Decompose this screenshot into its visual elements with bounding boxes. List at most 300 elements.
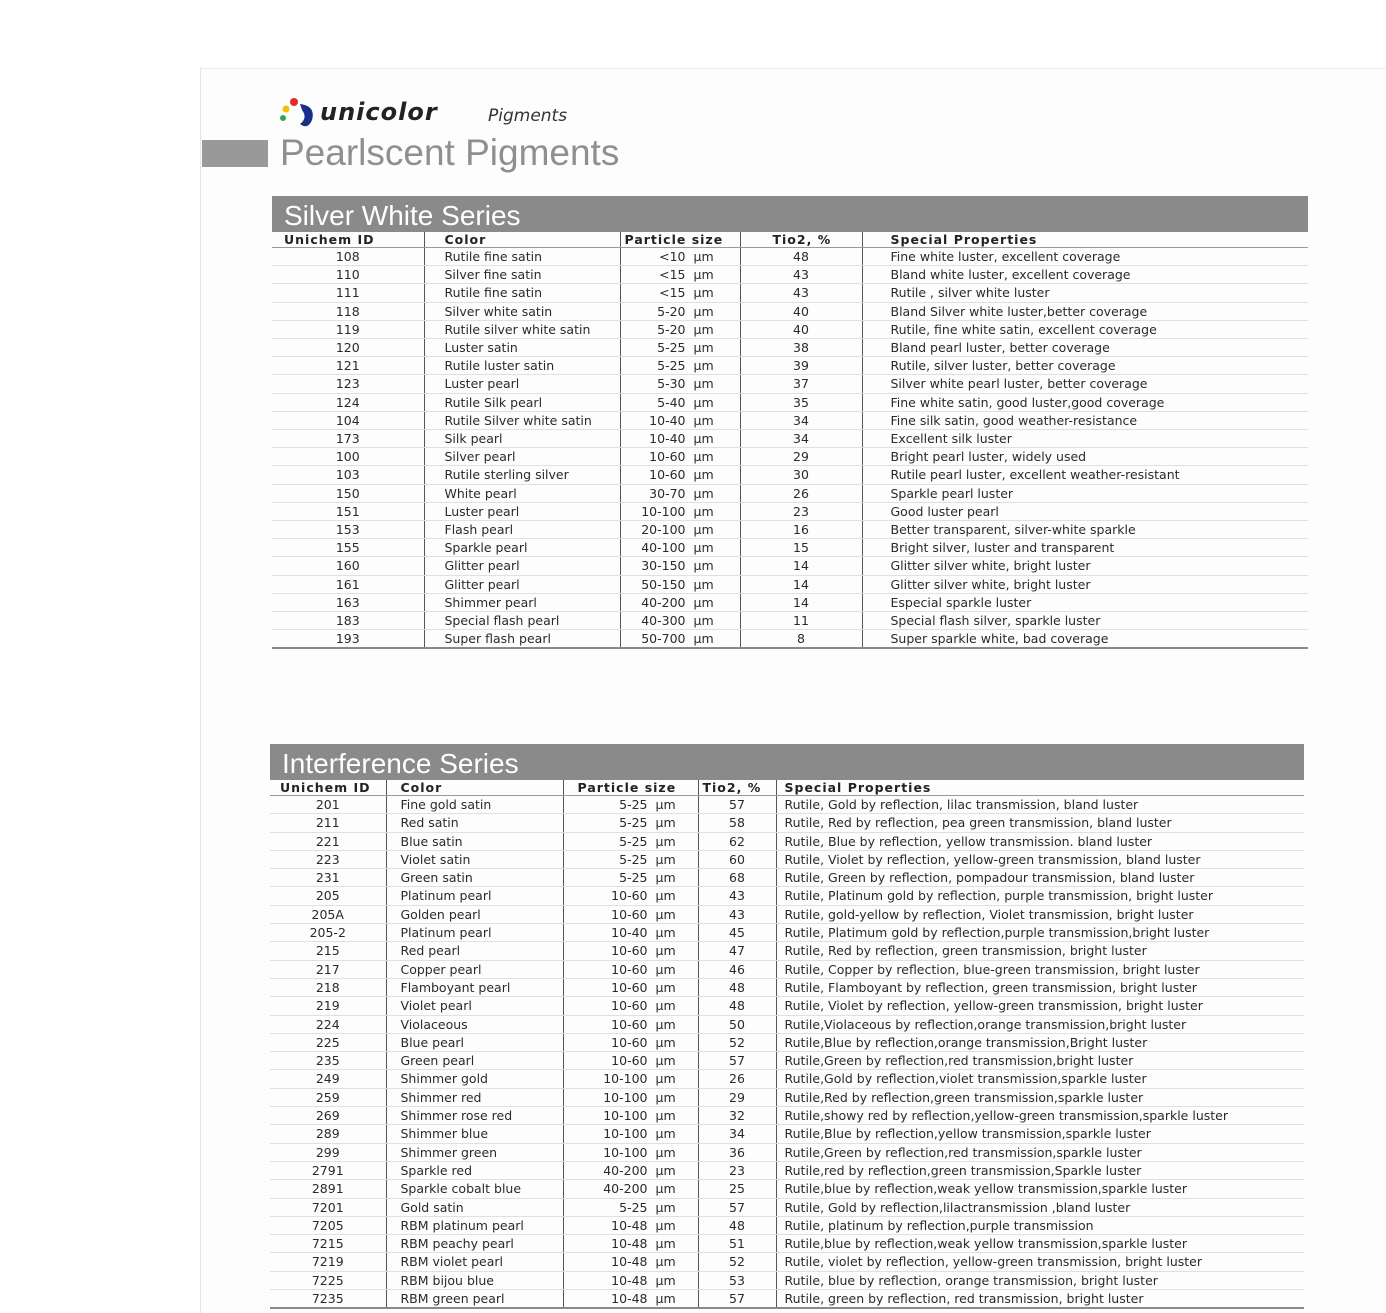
cell-particle-size: [563, 1235, 698, 1253]
cell-particle-size: [563, 1052, 698, 1070]
cell-color: Fine gold satin: [386, 796, 563, 814]
cell-tio2: 34: [740, 430, 862, 448]
cell-tio2: 53: [698, 1271, 776, 1289]
particle-size-unit: μm: [693, 431, 714, 447]
cell-id: 201: [270, 796, 386, 814]
cell-particle-size: [620, 593, 740, 611]
cell-id: 269: [270, 1107, 386, 1125]
particle-size-value: 10-100: [603, 1108, 648, 1124]
unicolor-logo: [278, 96, 638, 132]
col-header-color: Color: [424, 232, 620, 248]
particle-size-value: 5-25: [619, 833, 648, 849]
cell-id: 103: [272, 466, 424, 484]
particle-size-unit: μm: [655, 851, 676, 867]
cell-id: 299: [270, 1143, 386, 1161]
cell-particle-size: [620, 393, 740, 411]
cell-properties: Rutile, silver luster, better coverage: [862, 357, 1308, 375]
cell-properties: Rutile,red by reflection,green transmission,Sparkle luster: [776, 1161, 1304, 1179]
cell-properties: Rutile, Gold by reflection, lilac transmission, bland luster: [776, 796, 1304, 814]
cell-id: 153: [272, 521, 424, 539]
particle-size-value: 5-20: [657, 303, 686, 319]
cell-particle-size: [620, 430, 740, 448]
cell-color: Rutile Silk pearl: [424, 393, 620, 411]
cell-properties: Bright silver, luster and transparent: [862, 539, 1308, 557]
col-header-size: Particle size: [620, 232, 740, 248]
cell-tio2: 48: [698, 997, 776, 1015]
cell-tio2: 29: [740, 448, 862, 466]
cell-id: 205-2: [270, 924, 386, 942]
cell-tio2: 40: [740, 320, 862, 338]
particle-size-unit: μm: [655, 1254, 676, 1270]
cell-properties: Glitter silver white, bright luster: [862, 557, 1308, 575]
cell-id: 111: [272, 284, 424, 302]
particle-size-value: 5-25: [619, 797, 648, 812]
table-row: [272, 302, 1308, 320]
cell-particle-size: [563, 1088, 698, 1106]
cell-properties: Sparkle pearl luster: [862, 484, 1308, 502]
cell-id: 218: [270, 978, 386, 996]
cell-color: Blue satin: [386, 832, 563, 850]
cell-id: 7215: [270, 1235, 386, 1253]
particle-size-value: <10: [659, 249, 686, 264]
cell-tio2: 30: [740, 466, 862, 484]
table-row: [270, 1088, 1304, 1106]
cell-properties: Special flash silver, sparkle luster: [862, 612, 1308, 630]
table-row: [270, 887, 1304, 905]
cell-properties: Bland pearl luster, better coverage: [862, 339, 1308, 357]
table-row: [270, 850, 1304, 868]
cell-id: 121: [272, 357, 424, 375]
particle-size-unit: μm: [655, 1236, 676, 1252]
cell-id: 183: [272, 612, 424, 630]
cell-color: Super flash pearl: [424, 630, 620, 648]
cell-id: 100: [272, 448, 424, 466]
cell-tio2: 38: [740, 339, 862, 357]
cell-properties: Rutile,Green by reflection,red transmission,sparkle luster: [776, 1143, 1304, 1161]
table-row: [272, 320, 1308, 338]
cell-properties: Rutile, Platimum gold by reflection,purple transmission,bright luster: [776, 924, 1304, 942]
cell-properties: Rutile,Violaceous by reflection,orange transmission,bright luster: [776, 1015, 1304, 1033]
particle-size-unit: μm: [655, 906, 676, 922]
cell-tio2: 43: [740, 266, 862, 284]
cell-tio2: 50: [698, 1015, 776, 1033]
table-row: [270, 1253, 1304, 1271]
table-row: [270, 905, 1304, 923]
cell-id: 108: [272, 248, 424, 266]
particle-size-value: 10-60: [611, 1053, 648, 1069]
particle-size-value: <15: [659, 267, 686, 283]
table-bottom-rule: [272, 647, 1308, 649]
particle-size-unit: μm: [693, 267, 714, 283]
cell-particle-size: [620, 557, 740, 575]
cell-id: 205: [270, 887, 386, 905]
cell-particle-size: [620, 375, 740, 393]
particle-size-unit: μm: [655, 998, 676, 1014]
cell-properties: Rutile, platinum by reflection,purple transmission: [776, 1216, 1304, 1234]
cell-id: 249: [270, 1070, 386, 1088]
particle-size-unit: μm: [655, 1016, 676, 1032]
cell-particle-size: [620, 266, 740, 284]
cell-properties: Rutile, Blue by reflection, yellow transmission. bland luster: [776, 832, 1304, 850]
col-header-tio2: Tio2, %: [740, 232, 862, 248]
cell-properties: Rutile, Violet by reflection, yellow-green transmission, bland luster: [776, 850, 1304, 868]
cell-tio2: 34: [698, 1125, 776, 1143]
cell-color: Rutile fine satin: [424, 284, 620, 302]
cell-tio2: 52: [698, 1253, 776, 1271]
brand-name: unicolor: [320, 98, 438, 126]
cell-particle-size: [620, 484, 740, 502]
cell-tio2: 57: [698, 796, 776, 814]
cell-color: Blue pearl: [386, 1033, 563, 1051]
cell-color: Shimmer pearl: [424, 593, 620, 611]
particle-size-value: 30-70: [649, 485, 686, 501]
cell-id: 211: [270, 814, 386, 832]
cell-id: 161: [272, 575, 424, 593]
particle-size-value: 20-100: [641, 522, 686, 538]
cell-color: Sparkle pearl: [424, 539, 620, 557]
cell-particle-size: [620, 466, 740, 484]
particle-size-value: 10-60: [611, 1016, 648, 1032]
cell-color: Silk pearl: [424, 430, 620, 448]
table-row: [270, 1015, 1304, 1033]
cell-color: Violaceous: [386, 1015, 563, 1033]
cell-tio2: 52: [698, 1033, 776, 1051]
cell-tio2: 36: [698, 1143, 776, 1161]
cell-color: Rutile silver white satin: [424, 320, 620, 338]
cell-particle-size: [620, 612, 740, 630]
particle-size-unit: μm: [693, 358, 714, 374]
cell-tio2: 32: [698, 1107, 776, 1125]
particle-size-unit: μm: [655, 1089, 676, 1105]
table-row: [270, 1052, 1304, 1070]
table-header-row: [272, 232, 1308, 248]
cell-color: RBM green pearl: [386, 1290, 563, 1308]
table-row: [270, 960, 1304, 978]
cell-id: 289: [270, 1125, 386, 1143]
particle-size-unit: μm: [693, 321, 714, 337]
particle-size-unit: μm: [655, 1108, 676, 1124]
cell-properties: Rutile, Red by reflection, pea green transmission, bland luster: [776, 814, 1304, 832]
title-accent-bar: [202, 140, 268, 167]
table-row: [272, 266, 1308, 284]
table-row: [270, 1125, 1304, 1143]
cell-color: Flamboyant pearl: [386, 978, 563, 996]
particle-size-value: 40-200: [641, 594, 686, 610]
cell-tio2: 39: [740, 357, 862, 375]
logo-swirl-icon: [278, 96, 318, 132]
particle-size-unit: μm: [693, 376, 714, 392]
table-row: [270, 1107, 1304, 1125]
cell-particle-size: [620, 539, 740, 557]
cell-properties: Fine white satin, good luster,good coverage: [862, 393, 1308, 411]
col-header-color: Color: [386, 780, 563, 796]
particle-size-unit: μm: [655, 1272, 676, 1288]
cell-particle-size: [563, 1290, 698, 1308]
cell-tio2: 8: [740, 630, 862, 648]
cell-tio2: 35: [740, 393, 862, 411]
table-row: [272, 502, 1308, 520]
cell-particle-size: [620, 284, 740, 302]
cell-color: Violet pearl: [386, 997, 563, 1015]
particle-size-value: 40-200: [603, 1162, 648, 1178]
cell-properties: Rutile , silver white luster: [862, 284, 1308, 302]
particle-size-value: 5-25: [619, 851, 648, 867]
cell-particle-size: [620, 320, 740, 338]
cell-particle-size: [563, 1271, 698, 1289]
cell-properties: Bland white luster, excellent coverage: [862, 266, 1308, 284]
particle-size-value: 40-300: [641, 613, 686, 629]
cell-color: RBM violet pearl: [386, 1253, 563, 1271]
cell-tio2: 46: [698, 960, 776, 978]
table-row: [272, 521, 1308, 539]
cell-color: Shimmer rose red: [386, 1107, 563, 1125]
cell-particle-size: [563, 1198, 698, 1216]
cell-id: 215: [270, 942, 386, 960]
cell-id: 7201: [270, 1198, 386, 1216]
particle-size-unit: μm: [693, 503, 714, 519]
cell-properties: Rutile, Gold by reflection,lilactransmission ,bland luster: [776, 1198, 1304, 1216]
cell-tio2: 43: [740, 284, 862, 302]
table-row: [270, 997, 1304, 1015]
cell-tio2: 68: [698, 869, 776, 887]
cell-properties: Rutile,Blue by reflection,orange transmission,Bright luster: [776, 1033, 1304, 1051]
table-row: [272, 484, 1308, 502]
particle-size-value: 5-25: [619, 1199, 648, 1215]
silver-white-section: [272, 196, 1308, 649]
particle-size-value: 10-100: [603, 1071, 648, 1087]
cell-tio2: 57: [698, 1052, 776, 1070]
cell-particle-size: [563, 1161, 698, 1179]
cell-particle-size: [563, 942, 698, 960]
col-header-props: Special Properties: [862, 232, 1308, 248]
col-header-id: Unichem ID: [270, 780, 386, 796]
cell-color: Luster satin: [424, 339, 620, 357]
cell-color: RBM bijou blue: [386, 1271, 563, 1289]
particle-size-value: 10-48: [611, 1254, 648, 1270]
particle-size-unit: μm: [693, 394, 714, 410]
particle-size-value: 10-60: [611, 979, 648, 995]
col-header-tio2: Tio2, %: [698, 780, 776, 796]
table-row: [270, 942, 1304, 960]
particle-size-value: 50-150: [641, 576, 686, 592]
cell-color: Sparkle cobalt blue: [386, 1180, 563, 1198]
interference-section: [270, 744, 1304, 1309]
cell-color: Red satin: [386, 814, 563, 832]
cell-particle-size: [563, 905, 698, 923]
page-title: Pearlscent Pigments: [280, 132, 620, 173]
table-bottom-rule: [270, 1307, 1304, 1309]
cell-color: Silver white satin: [424, 302, 620, 320]
cell-id: 151: [272, 502, 424, 520]
cell-particle-size: [620, 630, 740, 648]
particle-size-value: 10-100: [603, 1144, 648, 1160]
particle-size-unit: μm: [655, 1217, 676, 1233]
cell-properties: Rutile, Flamboyant by reflection, green transmission, bright luster: [776, 978, 1304, 996]
cell-particle-size: [620, 248, 740, 266]
cell-tio2: 37: [740, 375, 862, 393]
cell-properties: Rutile, Green by reflection, pompadour transmission, bland luster: [776, 869, 1304, 887]
cell-color: Golden pearl: [386, 905, 563, 923]
cell-id: 2891: [270, 1180, 386, 1198]
cell-color: RBM peachy pearl: [386, 1235, 563, 1253]
cell-particle-size: [620, 357, 740, 375]
cell-tio2: 48: [698, 978, 776, 996]
particle-size-unit: μm: [655, 1291, 676, 1307]
cell-tio2: 26: [698, 1070, 776, 1088]
cell-id: 225: [270, 1033, 386, 1051]
cell-particle-size: [620, 302, 740, 320]
cell-particle-size: [620, 411, 740, 429]
cell-properties: Rutile pearl luster, excellent weather-resistant: [862, 466, 1308, 484]
cell-color: Rutile fine satin: [424, 248, 620, 266]
cell-properties: Rutile, Copper by reflection, blue-green transmission, bright luster: [776, 960, 1304, 978]
cell-id: 219: [270, 997, 386, 1015]
particle-size-value: 5-40: [657, 394, 686, 410]
particle-size-unit: μm: [655, 979, 676, 995]
cell-properties: Rutile, Red by reflection, green transmission, bright luster: [776, 942, 1304, 960]
cell-id: 160: [272, 557, 424, 575]
particle-size-value: 5-25: [619, 870, 648, 886]
cell-id: 217: [270, 960, 386, 978]
particle-size-value: 10-48: [611, 1291, 648, 1307]
table-row: [272, 393, 1308, 411]
particle-size-unit: μm: [655, 1144, 676, 1160]
table-row: [272, 575, 1308, 593]
cell-color: Silver pearl: [424, 448, 620, 466]
cell-particle-size: [563, 960, 698, 978]
cell-particle-size: [563, 850, 698, 868]
table-row: [272, 612, 1308, 630]
cell-tio2: 45: [698, 924, 776, 942]
table-row: [272, 448, 1308, 466]
particle-size-unit: μm: [693, 613, 714, 629]
cell-particle-size: [563, 887, 698, 905]
cell-id: 2791: [270, 1161, 386, 1179]
particle-size-unit: μm: [655, 1199, 676, 1215]
particle-size-value: 10-48: [611, 1272, 648, 1288]
cell-tio2: 43: [698, 905, 776, 923]
cell-properties: Better transparent, silver-white sparkle: [862, 521, 1308, 539]
cell-particle-size: [620, 448, 740, 466]
particle-size-unit: μm: [655, 961, 676, 977]
cell-particle-size: [563, 1070, 698, 1088]
cell-color: Copper pearl: [386, 960, 563, 978]
particle-size-unit: μm: [693, 249, 714, 264]
table-row: [272, 557, 1308, 575]
cell-color: Gold satin: [386, 1198, 563, 1216]
table-row: [270, 814, 1304, 832]
cell-properties: Rutile, gold-yellow by reflection, Violet transmission, bright luster: [776, 905, 1304, 923]
cell-properties: Rutile,Blue by reflection,yellow transmission,sparkle luster: [776, 1125, 1304, 1143]
cell-id: 104: [272, 411, 424, 429]
cell-properties: Rutile, Platinum gold by reflection, purple transmission, bright luster: [776, 887, 1304, 905]
table-row: [270, 869, 1304, 887]
cell-particle-size: [563, 1015, 698, 1033]
cell-particle-size: [563, 924, 698, 942]
cell-properties: Rutile, violet by reflection, yellow-green transmission, bright luster: [776, 1253, 1304, 1271]
cell-properties: Rutile,Red by reflection,green transmission,sparkle luster: [776, 1088, 1304, 1106]
cell-properties: Especial sparkle luster: [862, 593, 1308, 611]
particle-size-value: 10-100: [641, 503, 686, 519]
cell-id: 118: [272, 302, 424, 320]
cell-tio2: 23: [698, 1161, 776, 1179]
cell-tio2: 26: [740, 484, 862, 502]
cell-color: Rutile Silver white satin: [424, 411, 620, 429]
particle-size-unit: μm: [655, 1181, 676, 1197]
cell-particle-size: [620, 339, 740, 357]
cell-color: Violet satin: [386, 850, 563, 868]
particle-size-value: 10-40: [649, 412, 686, 428]
cell-properties: Bland Silver white luster,better coverage: [862, 302, 1308, 320]
particle-size-unit: μm: [693, 558, 714, 574]
particle-size-unit: μm: [693, 594, 714, 610]
particle-size-value: 40-100: [641, 540, 686, 556]
table-row: [270, 1143, 1304, 1161]
cell-color: White pearl: [424, 484, 620, 502]
particle-size-unit: μm: [655, 888, 676, 904]
particle-size-value: 10-60: [611, 943, 648, 959]
cell-properties: Rutile, green by reflection, red transmission, bright luster: [784, 1291, 1144, 1307]
cell-particle-size: [620, 502, 740, 520]
cell-properties: Good luster pearl: [862, 502, 1308, 520]
col-header-size: Particle size: [563, 780, 698, 796]
table-row: [272, 339, 1308, 357]
cell-tio2: 11: [740, 612, 862, 630]
table-row: [270, 1235, 1304, 1253]
cell-particle-size: [563, 1033, 698, 1051]
cell-id: 155: [272, 539, 424, 557]
particle-size-unit: μm: [655, 1034, 676, 1050]
table-row: [270, 1033, 1304, 1051]
cell-id: 231: [270, 869, 386, 887]
table-row: [270, 1271, 1304, 1289]
cell-tio2: 48: [698, 1216, 776, 1234]
table-row: [272, 630, 1308, 648]
table-row: [272, 375, 1308, 393]
cell-particle-size: [563, 796, 698, 814]
cell-id: 7205: [270, 1216, 386, 1234]
cell-particle-size: [563, 997, 698, 1015]
particle-size-unit: μm: [655, 870, 676, 886]
table-row: [272, 284, 1308, 302]
cell-tio2: 40: [740, 302, 862, 320]
cell-id: 163: [272, 593, 424, 611]
cell-color: Platinum pearl: [386, 924, 563, 942]
table-row: [270, 1216, 1304, 1234]
table-row: [270, 1161, 1304, 1179]
cell-particle-size: [563, 1216, 698, 1234]
cell-tio2: 23: [740, 502, 862, 520]
cell-particle-size: [563, 1143, 698, 1161]
table-row: [270, 924, 1304, 942]
cell-id: 221: [270, 832, 386, 850]
cell-properties: Rutile, Violet by reflection, yellow-green transmission, bright luster: [776, 997, 1304, 1015]
cell-id: 150: [272, 484, 424, 502]
cell-color: Shimmer blue: [386, 1125, 563, 1143]
particle-size-value: 5-20: [657, 321, 686, 337]
cell-properties: Rutile,showy red by reflection,yellow-green transmission,sparkle luster: [776, 1107, 1304, 1125]
particle-size-unit: μm: [655, 797, 676, 812]
cell-color: Sparkle red: [386, 1161, 563, 1179]
cell-tio2: 15: [740, 539, 862, 557]
cell-id: 223: [270, 850, 386, 868]
silver-white-table: [272, 232, 1308, 647]
particle-size-value: <15: [659, 285, 686, 301]
particle-size-value: 10-60: [611, 961, 648, 977]
cell-color: Flash pearl: [424, 521, 620, 539]
cell-particle-size: [563, 832, 698, 850]
cell-id: 173: [272, 430, 424, 448]
